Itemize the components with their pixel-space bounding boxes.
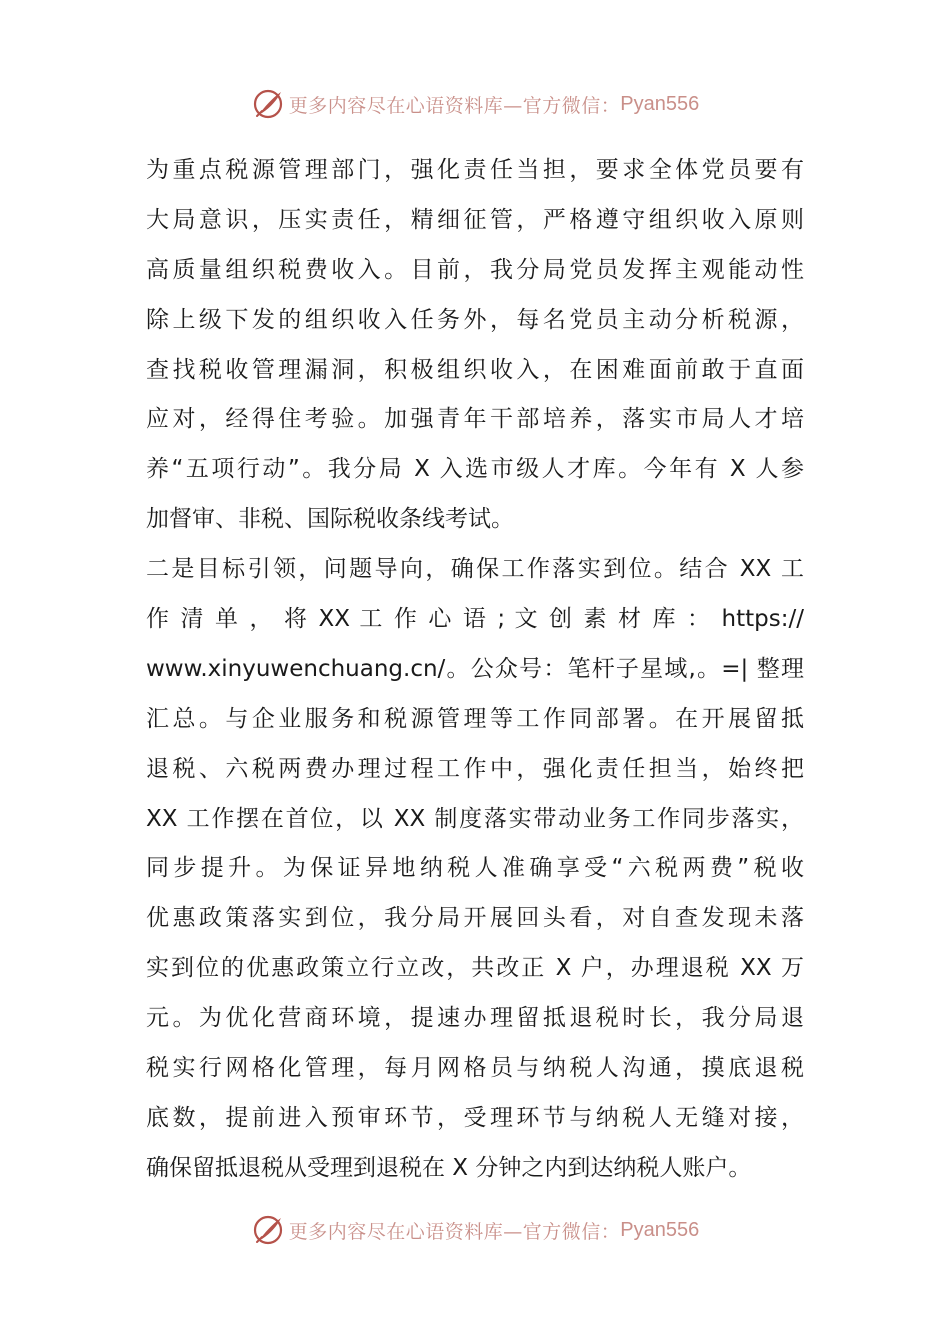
body-line: 同步提升。为保证异地纳税人准确享受“六税两费”税收 (146, 855, 804, 882)
body-line: 养“五项行动”。我分局 X 入选市级人才库。今年有 X 人参 (146, 456, 804, 483)
body-line: 实到位的优惠政策立行立改，共改正 X 户，办理退税 XX 万 (146, 955, 804, 982)
body-line: 底数，提前进入预审环节，受理环节与纳税人无缝对接， (146, 1104, 804, 1131)
quill-pen-logo-icon (251, 1213, 285, 1247)
body-line: 二是目标引领，问题导向，确保工作落实到位。结合 XX 工 (146, 556, 804, 583)
body-line: 确保留抵退税从受理到退税在 X 分钟之内到达纳税人账户。 (146, 1154, 752, 1181)
body-line: XX 工作摆在首位，以 XX 制度落实带动业务工作同步落实， (146, 805, 804, 832)
body-line: 查找税收管理漏洞，积极组织收入，在困难面前敢于直面 (146, 356, 804, 383)
header-wechat-handle: Pyan556 (620, 92, 700, 115)
body-line: 作 清 单 ， 将 XX 工 作 心 语 ; 文 创 素 材 库 ： https:// (146, 606, 804, 633)
quill-pen-logo-icon (251, 87, 285, 121)
body-line: 高质量组织税费收入。目前，我分局党员发挥主观能动性 (146, 256, 804, 283)
body-line: 退税、六税两费办理过程工作中，强化责任担当，始终把 (146, 755, 804, 782)
header-banner-text: 更多内容尽在心语资料库—官方微信： (288, 94, 621, 117)
body-line: www.xinyuwenchuang.cn/。公众号：笔杆子星域,。=| 整理 (146, 655, 804, 682)
footer-banner-text: 更多内容尽在心语资料库—官方微信： (288, 1220, 621, 1243)
body-line: 大局意识，压实责任，精细征管，严格遵守组织收入原则 (146, 206, 804, 233)
footer-wechat-handle: Pyan556 (620, 1218, 700, 1241)
body-line: 汇总。与企业服务和税源管理等工作同部署。在开展留抵 (146, 705, 804, 732)
body-line: 除上级下发的组织收入任务外，每名党员主动分析税源， (146, 306, 804, 333)
document-body (146, 146, 804, 1194)
page-footer-banner (0, 1212, 950, 1248)
body-line: 税实行网格化管理，每月网格员与纳税人沟通，摸底退税 (146, 1055, 804, 1082)
body-line: 应对，经得住考验。加强青年干部培养，落实市局人才培 (146, 406, 804, 433)
page-header-banner (0, 86, 950, 122)
body-line: 为重点税源管理部门，强化责任当担，要求全体党员要有 (146, 157, 804, 183)
body-line: 加督审、非税、国际税收条线考试。 (146, 506, 514, 533)
body-line: 优惠政策落实到位，我分局开展回头看，对自查发现未落 (146, 905, 804, 932)
body-line: 元。为优化营商环境，提速办理留抵退税时长，我分局退 (146, 1005, 804, 1032)
